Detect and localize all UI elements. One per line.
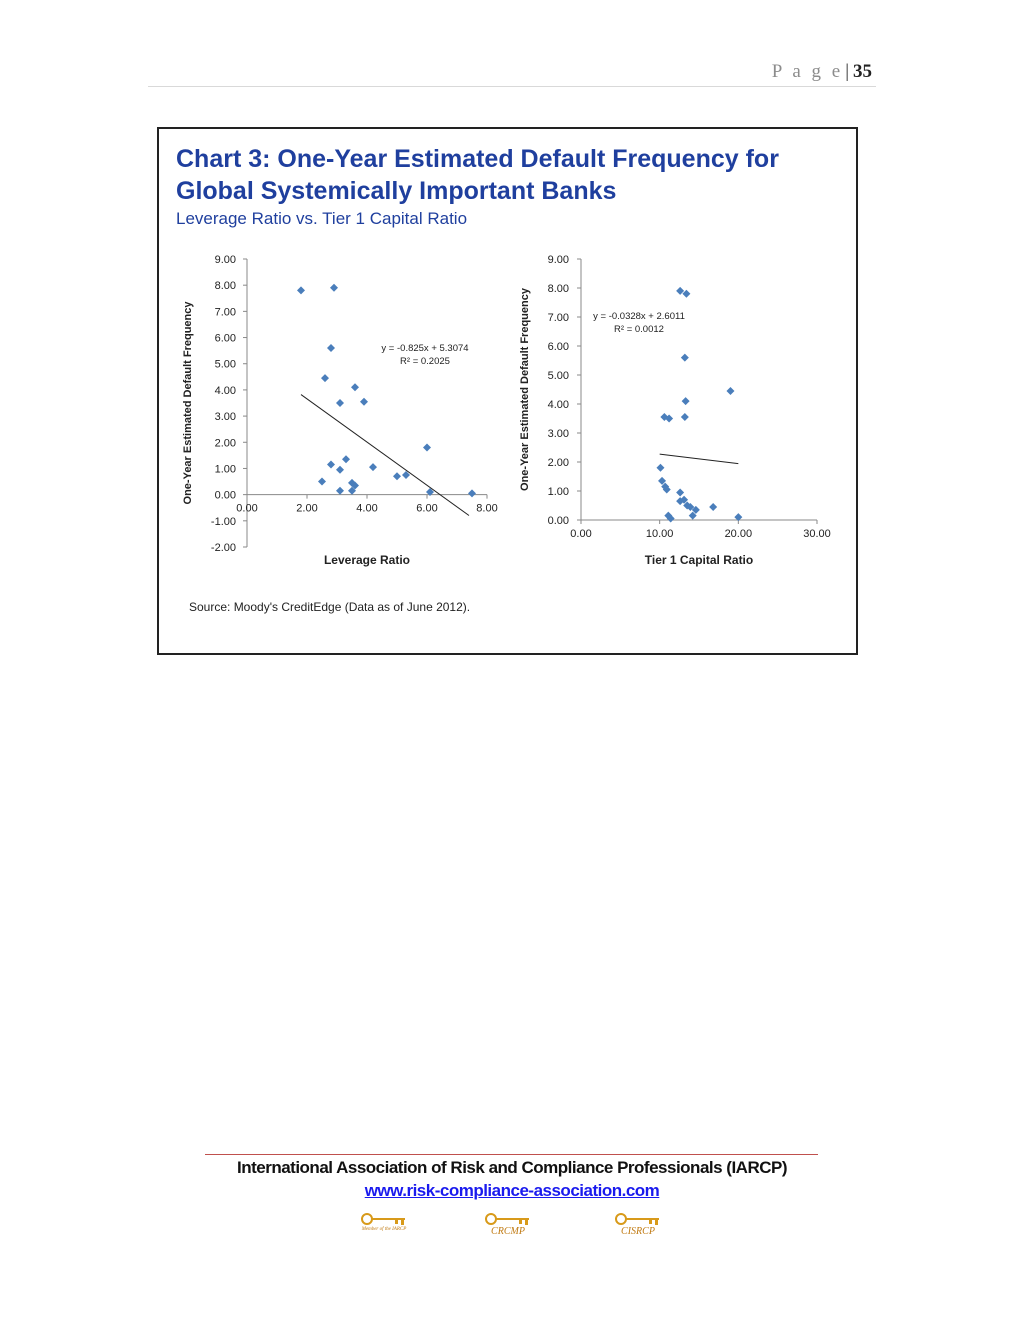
trendline <box>660 454 739 464</box>
data-point <box>342 455 350 463</box>
chart-subtitle: Leverage Ratio vs. Tier 1 Capital Ratio <box>176 209 468 228</box>
data-point <box>726 387 734 395</box>
y-tick-label: 0.00 <box>547 515 569 527</box>
page-header <box>148 58 876 87</box>
data-point <box>336 466 344 474</box>
y-axis-label: One-Year Estimated Default Frequency <box>519 288 531 491</box>
page-label: P a g e <box>771 61 844 82</box>
data-point <box>681 413 689 421</box>
chart-title: Chart 3: One-Year Estimated Default Frequency for Global Systemically Important Banks <box>176 145 779 205</box>
x-tick-label: 8.00 <box>476 502 498 515</box>
trendline-equation: y = -0.825x + 5.3074 <box>381 343 469 354</box>
badge-label: Member of the IARCP <box>361 1227 407 1232</box>
y-tick-label: 4.00 <box>547 399 569 411</box>
page-separator: | <box>845 61 849 82</box>
x-tick-label: 30.00 <box>803 528 831 540</box>
data-point <box>318 478 326 486</box>
y-tick-label: 9.00 <box>214 254 236 266</box>
y-tick-label: -1.00 <box>210 515 236 528</box>
data-point <box>393 472 401 480</box>
y-tick-label: 0.00 <box>214 489 236 502</box>
key-icon <box>485 1212 531 1226</box>
x-tick-label: 20.00 <box>724 528 753 540</box>
data-point <box>327 344 335 352</box>
footer-divider <box>205 1154 818 1155</box>
y-tick-label: 7.00 <box>547 312 569 324</box>
x-tick-label: 10.00 <box>645 528 674 540</box>
data-point <box>676 488 684 496</box>
y-tick-label: 5.00 <box>547 370 569 382</box>
data-point <box>336 487 344 495</box>
trendline-r-squared: R² = 0.2025 <box>400 356 450 367</box>
footer-organization: International Association of Risk and Compliance Professionals (IARCP) <box>236 1158 788 1177</box>
trendline-r-squared: R² = 0.0012 <box>614 324 664 335</box>
x-tick-label: 6.00 <box>416 502 438 515</box>
x-tick-label: 2.00 <box>296 502 318 515</box>
data-point <box>297 286 305 294</box>
x-axis-label: Leverage Ratio <box>323 553 411 567</box>
data-point <box>423 444 431 452</box>
y-tick-label: 2.00 <box>547 457 569 469</box>
x-axis-label: Tier 1 Capital Ratio <box>644 553 754 567</box>
y-tick-label: 1.00 <box>214 463 236 476</box>
y-tick-label: 3.00 <box>547 428 569 440</box>
data-point <box>682 397 690 405</box>
key-icon <box>615 1212 661 1226</box>
source-note: Source: Moody's CreditEdge (Data as of June 2012). <box>189 600 471 614</box>
y-tick-label: 3.00 <box>214 411 236 424</box>
data-point <box>681 354 689 362</box>
page-number-value: 35 <box>853 61 872 82</box>
crcmp-badge <box>476 1212 540 1238</box>
x-tick-label: 0.00 <box>570 528 592 540</box>
data-point <box>709 503 717 511</box>
data-point <box>369 463 377 471</box>
scatter-plots <box>159 129 856 653</box>
data-point <box>327 461 335 469</box>
y-tick-label: -2.00 <box>210 542 236 554</box>
chart-figure <box>157 127 858 655</box>
y-tick-label: 8.00 <box>547 283 569 295</box>
key-icon <box>361 1212 407 1226</box>
y-tick-label: 6.00 <box>214 332 236 345</box>
footer-link[interactable]: www.risk-compliance-association.com <box>364 1181 660 1200</box>
y-tick-label: 7.00 <box>214 306 236 319</box>
y-tick-label: 9.00 <box>547 254 569 266</box>
trendline-equation: y = -0.0328x + 2.6011 <box>593 311 685 322</box>
y-tick-label: 4.00 <box>214 384 236 397</box>
x-tick-label: 0.00 <box>236 502 258 515</box>
data-point <box>330 284 338 292</box>
x-tick-label: 4.00 <box>356 502 378 515</box>
data-point <box>336 399 344 407</box>
badge-label: CISRCP <box>621 1226 655 1237</box>
data-point <box>656 464 664 472</box>
member-badge <box>352 1212 416 1238</box>
y-axis-label: One-Year Estimated Default Frequency <box>182 301 194 505</box>
y-tick-label: 6.00 <box>547 341 569 353</box>
data-point <box>468 489 476 497</box>
data-point <box>360 398 368 406</box>
data-point <box>351 383 359 391</box>
trendline <box>301 395 469 516</box>
y-tick-label: 1.00 <box>547 486 569 498</box>
y-tick-label: 5.00 <box>214 358 236 371</box>
cisrcp-badge <box>606 1212 670 1238</box>
y-tick-label: 8.00 <box>214 280 236 293</box>
y-tick-label: 2.00 <box>214 437 236 450</box>
data-point <box>321 374 329 382</box>
page-number <box>772 61 872 83</box>
badge-label: CRCMP <box>491 1226 525 1237</box>
